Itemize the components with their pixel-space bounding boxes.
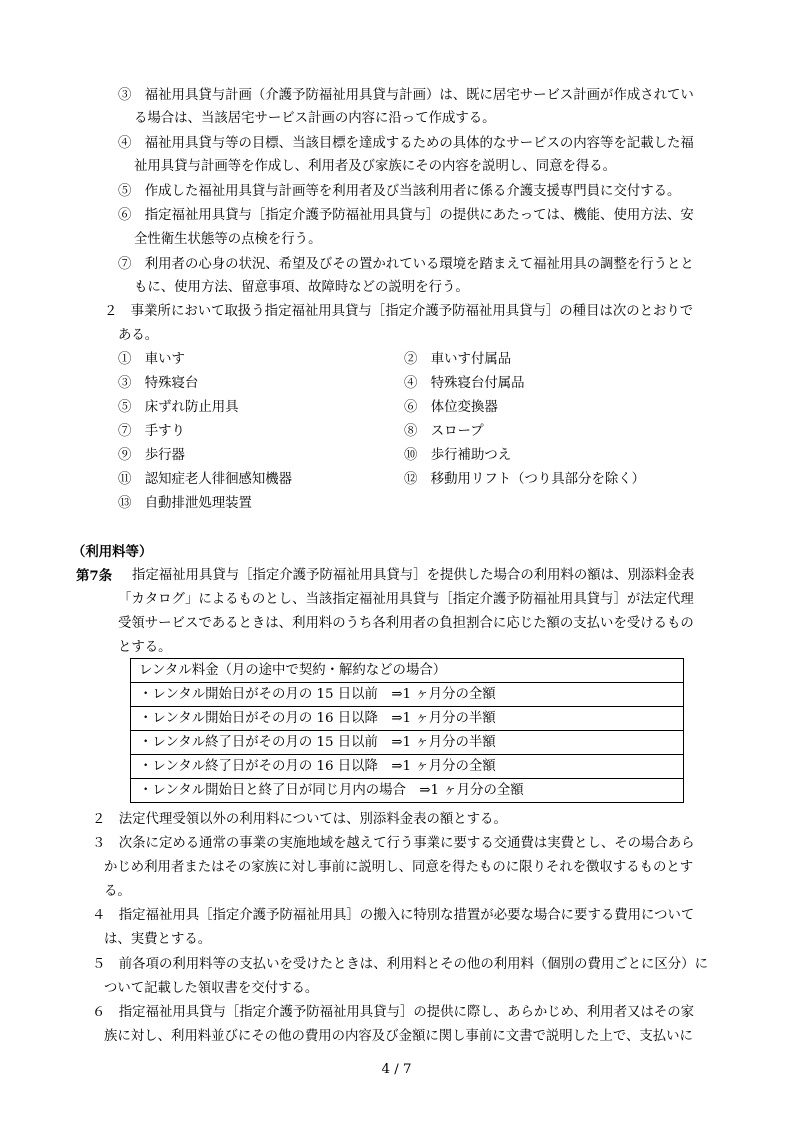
para-after-4-line-2: は、実費とする。 [104, 932, 212, 947]
para-after-2-line-1: ２ 法定代理受領以外の利用料については、別添料金表の額とする。 [92, 812, 507, 827]
fee-table-row: ・レンタル開始日と終了日が同じ月内の場合 ⇒1 ヶ月分の全額 [131, 779, 684, 803]
para-after-4-line-1: ４ 指定福祉用具［指定介護予防福祉用具］の搬入に特別な措置が必要な場合に要する費用について [92, 908, 695, 923]
equipment-item: ① 車いす [118, 352, 185, 367]
article-line-3: 受領サービスであるときは、利用料のうち各利用者の負担割合に応じた額の支払いを受けるもの [118, 616, 694, 631]
para-2-line-1: ２ 事業所において取扱う指定福祉用具貸与［指定介護予防福祉用具貸与］の種目は次のとおりで [104, 304, 694, 319]
section-heading: （利用料等） [72, 544, 153, 560]
item-5-line-1: ⑤ 作成した福祉用具貸与計画等を利用者及び当該利用者に係る介護支援専門員に交付する。 [118, 184, 681, 199]
item-4-line-1: ④ 福祉用具貸与等の目標、当該目標を達成するための具体的なサービスの内容等を記載した福 [118, 136, 694, 151]
para-after-5-line-1: ５ 前各項の利用料等の支払いを受けたときは、利用料とその他の利用料（個別の費用ごとに区分）に [92, 957, 708, 972]
para-after-3-line-3: る。 [104, 884, 131, 899]
fee-table-header: レンタル料金（月の途中で契約・解約などの場合） [131, 659, 684, 683]
equipment-item: ⑩ 歩行補助つえ [404, 448, 512, 463]
item-4-line-2: 祉用具貸与計画等を作成し、利用者及び家族にその内容を説明し、同意を得る。 [134, 159, 617, 174]
equipment-item: ⑧ スロープ [404, 424, 484, 439]
equipment-item: ⑦ 手すり [118, 424, 185, 439]
equipment-item: ⑨ 歩行器 [118, 448, 185, 463]
equipment-item: ⑫ 移動用リフト（つり具部分を除く） [404, 472, 646, 487]
equipment-item: ⑪ 認知症老人徘徊感知機器 [118, 472, 293, 487]
fee-table-row: ・レンタル終了日がその月の 15 日以前 ⇒1 ヶ月分の半額 [131, 731, 684, 755]
item-6-line-2: 全性衛生状態等の点検を行う。 [134, 232, 322, 247]
item-3-line-1: ③ 福祉用具貸与計画（介護予防福祉用具貸与計画）は、既に居宅サービス計画が作成されてい [118, 88, 694, 103]
fee-table-row: ・レンタル開始日がその月の 15 日以前 ⇒1 ヶ月分の全額 [131, 683, 684, 707]
article-line-1: 指定福祉用具貸与［指定介護予防福祉用具貸与］を提供した場合の利用料の額は、別添料金表 [132, 568, 695, 583]
equipment-item: ③ 特殊寝台 [118, 376, 199, 391]
equipment-item: ⑬ 自動排泄処理装置 [118, 496, 252, 511]
fee-table [130, 658, 684, 803]
equipment-item: ⑤ 床ずれ防止用具 [118, 400, 239, 415]
para-after-5-line-2: ついて記載した領収書を交付する。 [104, 981, 319, 996]
item-7-line-1: ⑦ 利用者の心身の状況、希望及びその置かれている環境を踏まえて福祉用具の調整を行うとと [118, 257, 694, 272]
item-6-line-1: ⑥ 指定福祉用具貸与［指定介護予防福祉用具貸与］の提供にあたっては、機能、使用方法、安 [118, 208, 694, 223]
para-2-line-2: ある。 [118, 328, 159, 343]
item-7-line-2: もに、使用方法、留意事項、故障時などの説明を行う。 [134, 280, 469, 295]
para-after-6-line-1: ６ 指定福祉用具貸与［指定介護予防福祉用具貸与］の提供に際し、あらかじめ、利用者又はその家 [92, 1005, 695, 1020]
para-after-3-line-2: かじめ利用者またはその家族に対し事前に説明し、同意を得たものに限りそれを徴収するものとす [104, 860, 694, 875]
para-after-6-line-2: 族に対し、利用料並びにその他の費用の内容及び金額に関し事前に文書で説明した上で、支払いに [104, 1029, 693, 1044]
article-line-2: 「カタログ」によるものとし、当該指定福祉用具貸与［指定介護予防福祉用具貸与］が法定代理 [118, 592, 694, 607]
equipment-item: ④ 特殊寝台付属品 [404, 376, 525, 391]
fee-table-row: ・レンタル開始日がその月の 16 日以降 ⇒1 ヶ月分の半額 [131, 707, 684, 731]
page-number: 4 / 7 [381, 1062, 412, 1077]
equipment-item: ⑥ 体位変換器 [404, 400, 498, 415]
item-3-line-2: る場合は、当該居宅サービス計画の内容に沿って作成する。 [134, 111, 496, 126]
fee-table-row: ・レンタル終了日がその月の 16 日以降 ⇒1 ヶ月分の全額 [131, 755, 684, 779]
article-line-4: とする。 [118, 640, 172, 655]
article-number: 第7条 [76, 568, 113, 584]
para-after-3-line-1: ３ 次条に定める通常の事業の実施地域を越えて行う事業に要する交通費は実費とし、その場合あら [92, 836, 695, 851]
equipment-item: ② 車いす付属品 [404, 352, 512, 367]
